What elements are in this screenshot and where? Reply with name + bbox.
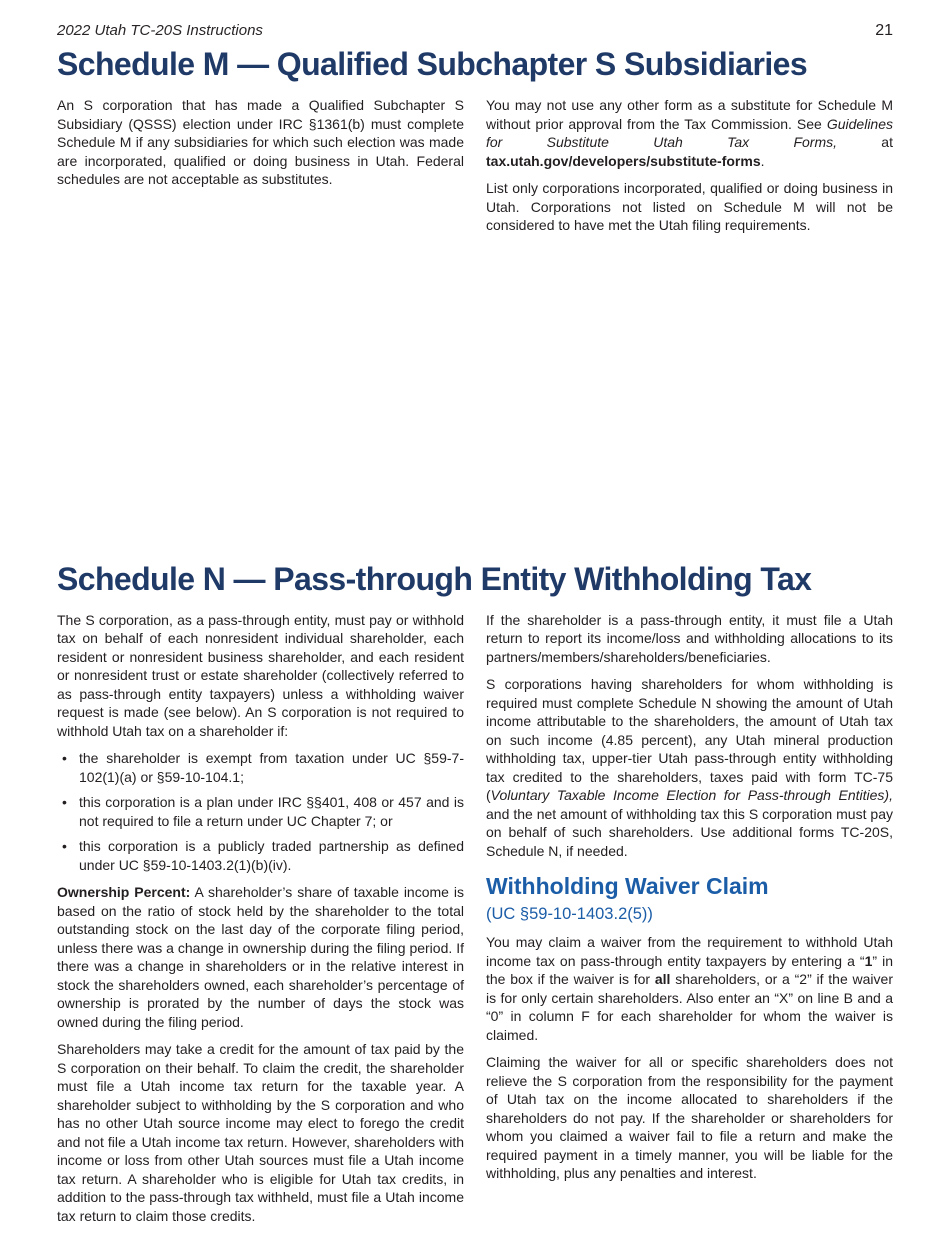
list-item (57, 837, 464, 874)
text-segment: You may not use any other form as a substitute for Schedule M without prior approval from the Tax Commission. See (486, 97, 893, 132)
bold-text-segment: all (655, 971, 671, 987)
bullet-icon: • (62, 793, 67, 812)
page-number: 21 (875, 22, 893, 40)
schedule-n-heading: Schedule N — Pass-through Entity Withholding Tax (57, 561, 893, 598)
text-segment: and the net amount of withholding tax this S corporation must pay on behalf of such shareholders. Use additional forms TC-20S, Schedule N, if needed. (486, 806, 893, 859)
italic-text-segment: Guidelines for Substitute Utah Tax Forms, (486, 116, 893, 151)
withholding-waiver-citation: (UC §59-10-1403.2(5)) (486, 905, 893, 924)
paragraph: If the shareholder is a pass-through entity, it must file a Utah return to report its income/loss and withholding allocations to its partners/members/shareholders/beneficiaries. (486, 611, 893, 667)
paragraph: An S corporation that has made a Qualified Subchapter S Subsidiary (QSSS) election under IRC §1361(b) must complete Schedule M if any subsidiaries for which such election was made are incorporated, qualified or doing business in Utah. Federal schedules are not acceptable as substitutes. (57, 96, 464, 189)
schedule-n-columns (57, 611, 893, 1234)
bullet-text: this corporation is a plan under IRC §§401, 408 or 457 and is not required to file a return under UC Chapter 7; or (79, 794, 464, 829)
paragraph (57, 883, 464, 1031)
text-segment: at (837, 134, 893, 150)
schedule-m-columns (57, 96, 893, 244)
text-segment: . (761, 153, 765, 169)
text-segment: ” in the box if the waiver is for (486, 953, 893, 988)
paragraph (486, 933, 893, 1044)
ownership-percent-lead: Ownership Percent: (57, 884, 190, 900)
text-segment: You may claim a waiver from the requirement to withhold Utah income tax on pass-through entity taxpayers by entering a “ (486, 934, 893, 969)
doc-title: 2022 Utah TC-20S Instructions (57, 22, 263, 39)
paragraph: Claiming the waiver for all or specific shareholders does not relieve the S corporation from the responsibility for the payment of Utah tax on the income allocated to shareholders if the shareholders do not pay. If the shareholder or shareholders for whom you claimed a waiver fail to file a return and make the required payment in a timely manner, you will be liable for the withholding, plus any penalties and interest. (486, 1053, 893, 1183)
list-item (57, 793, 464, 830)
schedule-m-heading: Schedule M — Qualified Subchapter S Subsidiaries (57, 46, 893, 83)
schedule-n-right-column (486, 611, 893, 1234)
text-segment: shareholders, or a “2” if the waiver is for only certain shareholders. Also enter an “X” on line B and a “0” in column F for each shareholder for whom the waiver is claimed. (486, 971, 893, 1043)
paragraph (486, 96, 893, 170)
text-segment: S corporations having shareholders for whom withholding is required must complete Schedule N showing the amount of Utah income attributable to the shareholders, the amount of Utah tax on such income (4.85 percent), any Utah mineral production withholding tax, upper-tier Utah pass-through entity withholding tax credited to the shareholders, taxes paid with form TC-75 ( (486, 676, 893, 803)
paragraph: The S corporation, as a pass-through entity, must pay or withhold tax on behalf of each nonresident individual shareholder, each resident or nonresident business shareholder, and each resident or nonresident trust or estate shareholder (collectively referred to as pass-through entity taxpayers) unless a withholding waiver request is made (see below). An S corporation is not required to withhold Utah tax on a shareholder if: (57, 611, 464, 741)
text-segment: A shareholder’s share of taxable income is based on the ratio of stock held by the shareholder to the total outstanding stock on the last day of the corporate filing period, unless there was a change in ownership during the filing period. If there was a change in shareholders or in the relative interest in stock the shareholders owned, each shareholder’s percentage of ownership is prorated by the number of days the stock was owned during the filing period. (57, 884, 464, 1030)
bullet-icon: • (62, 749, 67, 768)
section-gap (57, 244, 893, 557)
withholding-waiver-heading: Withholding Waiver Claim (486, 873, 893, 900)
paragraph (486, 675, 893, 860)
paragraph: Shareholders may take a credit for the amount of tax paid by the S corporation on their behalf. To claim the credit, the shareholder must file a Utah income tax return for the taxable year. A shareholder subject to withholding by the S corporation and who has no other Utah source income may elect to forego the credit and not file a Utah income tax return. However, shareholders with income or loss from other Utah sources must file a Utah income tax return. A shareholder who is eligible for Utah tax credits, in addition to the pass-through tax withheld, must file a Utah income tax return to claim those credits. (57, 1040, 464, 1225)
paragraph: List only corporations incorporated, qualified or doing business in Utah. Corporations not listed on Schedule M will not be considered to have met the Utah filing requirements. (486, 179, 893, 235)
list-item (57, 749, 464, 786)
bullet-text: this corporation is a publicly traded partnership as defined under UC §59-10-1403.2(1)(b)(iv). (79, 838, 464, 873)
italic-text-segment: Voluntary Taxable Income Election for Pass-through Entities), (491, 787, 893, 803)
url-text: tax.utah.gov/developers/substitute-forms (486, 153, 761, 169)
bullet-list (57, 749, 464, 874)
schedule-n-left-column (57, 611, 464, 1234)
bullet-text: the shareholder is exempt from taxation under UC §59-7-102(1)(a) or §59-10-104.1; (79, 750, 464, 785)
bullet-icon: • (62, 837, 67, 856)
schedule-m-left-column (57, 96, 464, 244)
bold-text-segment: 1 (865, 953, 873, 969)
page-header (57, 22, 893, 40)
schedule-m-right-column (486, 96, 893, 244)
